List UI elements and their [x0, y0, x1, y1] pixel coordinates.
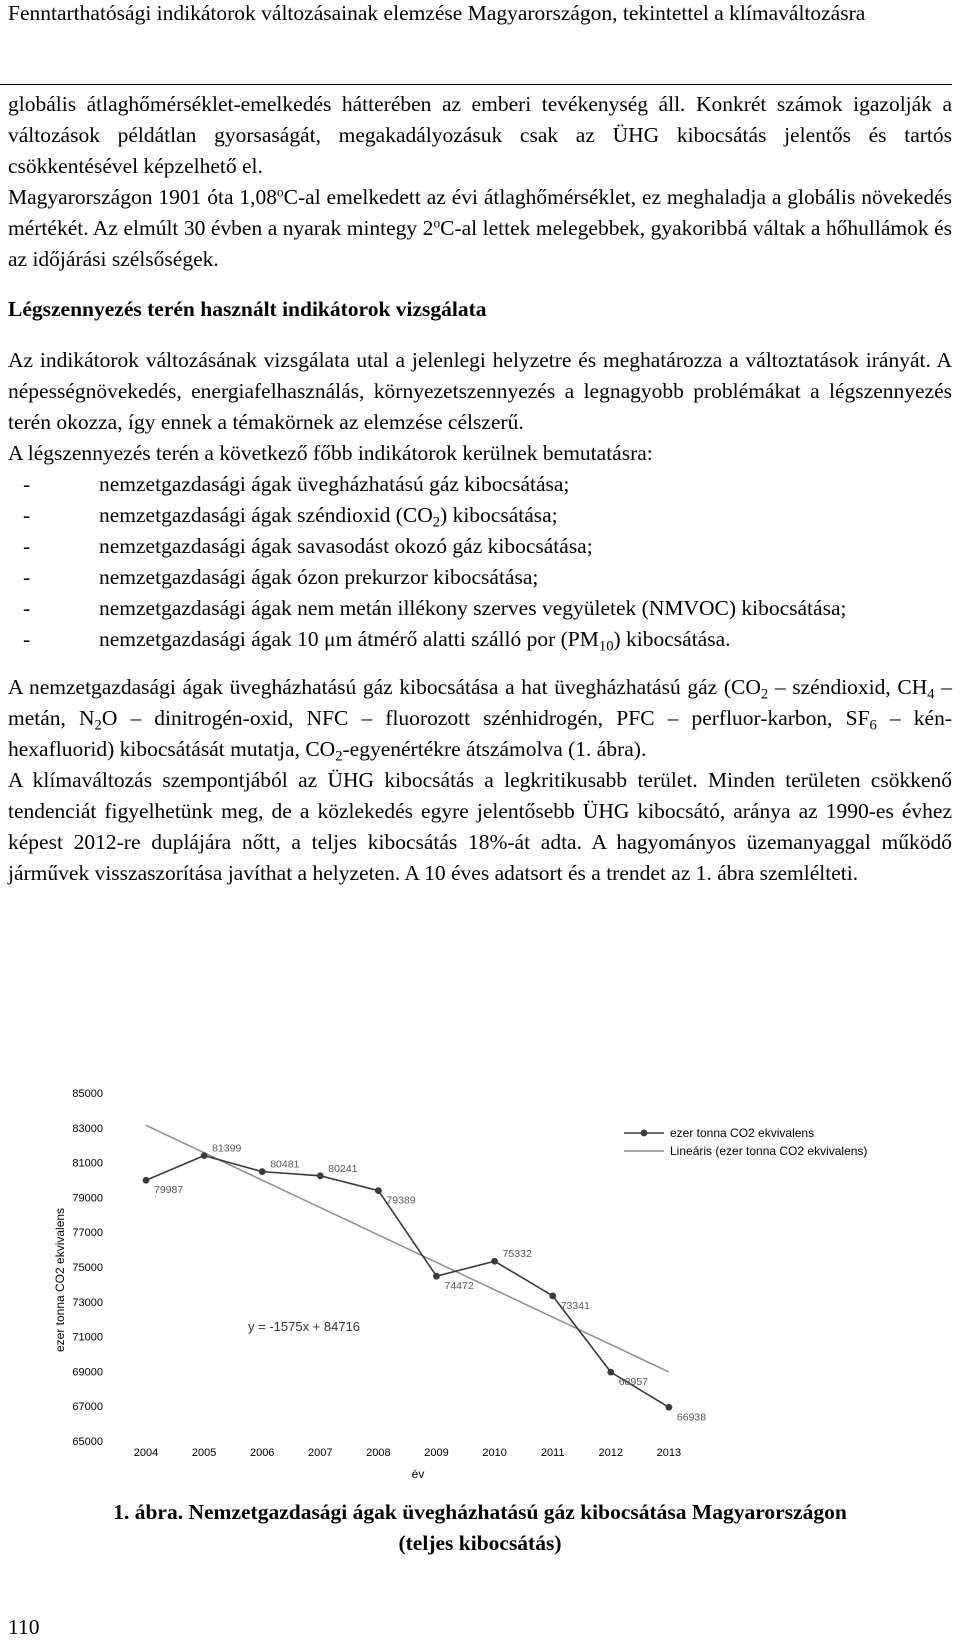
data-point	[491, 1258, 498, 1265]
data-point	[317, 1172, 324, 1179]
running-header: Fenntarthatósági indikátorok változásainak elemzése Magyarországon, tekintettel a klímaváltozásra	[8, 1, 866, 25]
data-point	[666, 1404, 673, 1411]
x-tick-label: 2008	[366, 1447, 391, 1459]
data-point	[143, 1177, 150, 1184]
data-label: 66938	[676, 1411, 707, 1424]
data-label: 79987	[154, 1184, 184, 1197]
data-point	[259, 1168, 266, 1175]
y-tick-label: 75000	[72, 1262, 103, 1274]
figure-caption: 1. ábra. Nemzetgazdasági ágak üvegházhatású gáz kibocsátása Magyarországon (teljes kibocsátás)	[113, 1500, 847, 1555]
header-rule	[0, 84, 952, 85]
body-text	[8, 89, 952, 889]
y-tick-label: 71000	[72, 1331, 103, 1344]
paragraph: Az indikátorok változásának vizsgálata utal a jelenlegi helyzetre és meghatározza a változtatások irányát. A népességnövekedés, energiafelhasználás, környezetszennyezés a legnagyobb problémákat a légszennyezés terén okozza, így ennek a témakörnek az elemzése célszerű.	[8, 348, 952, 434]
data-point	[201, 1152, 208, 1159]
trendline-equation: y = -1575x + 84716	[248, 1319, 361, 1334]
x-tick-label: 2007	[308, 1447, 333, 1459]
x-tick-label: 2006	[249, 1447, 275, 1459]
x-tick-label: 2012	[598, 1447, 624, 1459]
data-label: 79389	[386, 1194, 416, 1207]
legend-marker	[641, 1130, 648, 1137]
emission-line-chart	[0, 1065, 960, 1485]
paragraph: A légszennyezés terén a következő főbb indikátorok kerülnek bemutatásra:	[8, 441, 653, 465]
x-axis-title: év	[411, 1467, 425, 1481]
x-tick-label: 2004	[133, 1447, 159, 1459]
list-item: - nemzetgazdasági ágak széndioxid $(CO_2)$ kibocsátása;	[23, 503, 558, 531]
series-line	[146, 1156, 669, 1408]
y-tick-label: 69000	[72, 1366, 103, 1379]
y-tick-label: 79000	[72, 1192, 103, 1205]
list-item: - nemzetgazdasági ágak üvegházhatású gáz kibocsátása;	[23, 472, 570, 496]
data-point	[433, 1273, 440, 1280]
y-tick-label: 73000	[72, 1296, 103, 1309]
list-item: - nemzetgazdasági ágak 10 μm átmérő alatti szálló por $(PM_{10})$ kibocsátása.	[23, 627, 731, 655]
data-point	[375, 1187, 382, 1194]
list-item: - nemzetgazdasági ágak savasodást okozó gáz kibocsátása;	[23, 534, 593, 558]
y-tick-label: 83000	[72, 1122, 103, 1135]
paragraph: globális átlaghőmérséklet-emelkedés hátterében az emberi tevékenység áll. Konkrét számok igazolják a változások példátlan gyorsaságát, megakadályozásuk csak az ÜHG kibocsátás jelentős és tartós csökkentésével képzelhető el.	[8, 92, 952, 178]
page-number: 110	[8, 1615, 40, 1639]
paragraph: A klímaváltozás szempontjából az ÜHG kibocsátás a legkritikusabb terület. Minden területen csökkenő tendenciát figyelhetünk meg, de a közlekedés egyre jelentősebb ÜHG kibocsátó, aránya az 1990-es évhez képest 2012-re duplájára nőtt, a teljes kibocsátás 18%-át adta. A hagyományos üzemanyaggal működő járművek visszaszorítása javíthat a helyzeten. A 10 éves adatsort és a trendet az 1. ábra szemlélteti.	[8, 768, 952, 885]
legend-label: Lineáris (ezer tonna CO2 ekvivalens)	[670, 1144, 868, 1158]
x-tick-label: 2010	[482, 1447, 507, 1459]
data-point	[549, 1292, 556, 1299]
data-point	[607, 1369, 614, 1376]
y-tick-label: 85000	[72, 1088, 103, 1100]
x-tick-label: 2011	[540, 1447, 565, 1459]
trend-line	[146, 1125, 669, 1372]
y-axis-title: ezer tonna CO2 ekvivalens	[53, 1207, 67, 1353]
y-tick-label: 81000	[72, 1157, 103, 1170]
list-item: - nemzetgazdasági ágak ózon prekurzor kibocsátása;	[23, 565, 539, 589]
data-label: 80241	[328, 1162, 358, 1175]
paragraph: Magyarországon 1901 óta 1,08$^o$C-al emelkedett az évi átlaghőmérséklet, ez meghaladja a globális növekedés mértékét. Az elmúlt 30 évben a nyarak mintegy 2$^o$C-al lettek melegebbek, gyakoribbá váltak a hőhullámok és az időjárási szélsőségek.	[8, 184, 952, 271]
chart-legend	[624, 1126, 867, 1158]
x-tick-label: 2013	[656, 1447, 682, 1459]
indicator-list	[8, 469, 952, 655]
data-label: 80481	[270, 1158, 300, 1171]
data-label: 74472	[444, 1280, 474, 1293]
data-label: 73341	[560, 1299, 590, 1312]
data-label: 75332	[502, 1248, 532, 1261]
paragraph: A nemzetgazdasági ágak üvegházhatású gáz kibocsátása a hat üvegházhatású gáz ($CO_2$ – széndioxid, $CH_4$ – metán, $N_2O$ – dinitrogén-oxid, NFC – fluorozott szénhidrogén, PFC – perfluor-karbon, $SF_6$ – kén-hexafluorid) kibocsátását mutatja, $CO_2$-egyenértékre átszámolva (1. ábra).	[8, 675, 953, 765]
y-tick-label: 77000	[72, 1227, 103, 1240]
data-label: 81399	[212, 1142, 242, 1155]
y-tick-label: 65000	[72, 1436, 103, 1448]
x-tick-label: 2009	[424, 1447, 449, 1459]
x-tick-label: 2005	[191, 1447, 217, 1459]
data-label: 68957	[618, 1376, 649, 1389]
section-heading: Légszennyezés terén használt indikátorok vizsgálata	[8, 297, 487, 321]
legend-label: ezer tonna CO2 ekvivalens	[670, 1126, 815, 1140]
y-tick-label: 67000	[72, 1401, 103, 1414]
list-item: - nemzetgazdasági ágak nem metán illékony szerves vegyületek (NMVOC) kibocsátása;	[23, 596, 847, 620]
